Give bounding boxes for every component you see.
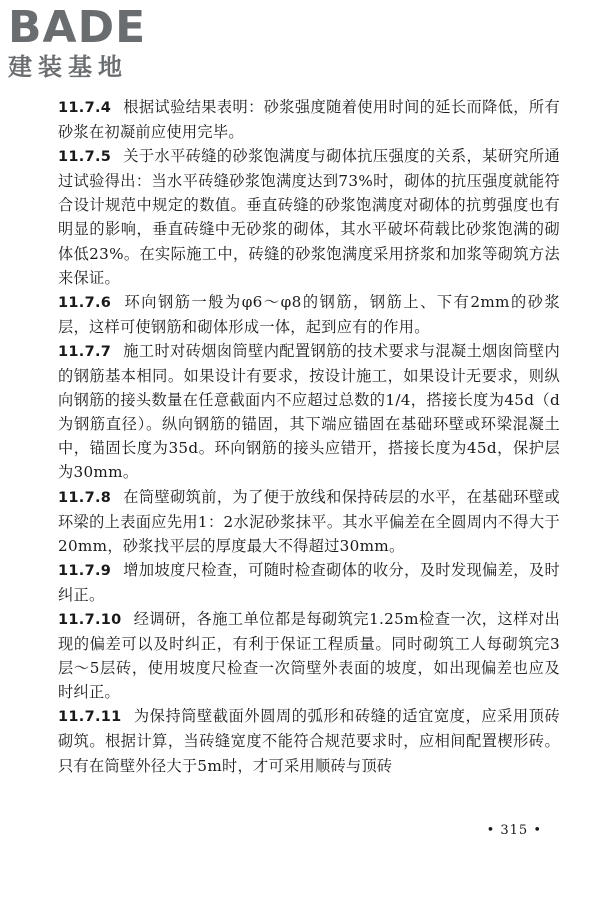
page-number: • 315 • [486,823,542,838]
logo-brand-text: BADE [8,2,147,53]
section-number: 11.7.4 [58,100,112,116]
section-number: 11.7.7 [58,343,112,360]
section-11-7-4 [58,95,560,144]
section-number: 11.7.10 [58,611,122,628]
section-11-7-5 [58,144,560,290]
section-text: 为保持筒壁截面外圆周的弧形和砖缝的适宜宽度，应采用顶砖砌筑。根据计算，当砖缝宽度不能符合规范要求时，应相间配置楔形砖。只有在筒壁外径大于5m时，才可采用顺砖与顶砖 [58,707,560,775]
brand-logo [8,4,208,88]
logo-subtitle: 建装基地 [8,53,128,81]
section-number: 11.7.9 [58,562,112,579]
document-body [58,95,560,778]
section-text: 增加坡度尺检查，可随时检查砌体的收分，及时发现偏差，及时纠正。 [58,560,560,604]
section-text: 关于水平砖缝的砂浆饱满度与砌体抗压强度的关系，某研究所通过试验得出：当水平砖缝砂浆饱满度达到73%时，砌体的抗压强度就能符合设计规范中规定的数值。垂直砖缝的砂浆饱满度对砌体的抗剪强度也有明显的影响，垂直砖缝中无砂浆的砌体，其水平破坏荷载比砂浆饱满的砌体低23%。在实际施工中，砖缝的砂浆饱满度采用挤浆和加浆等砌筑方法来保证。 [58,147,560,287]
section-number: 11.7.6 [58,294,112,311]
section-number: 11.7.11 [58,709,122,726]
section-11-7-8 [58,485,560,558]
section-number: 11.7.8 [58,489,112,506]
section-11-7-9 [58,558,560,607]
section-text: 根据试验结果表明：砂浆强度随着使用时间的延长而降低，所有砂浆在初凝前应使用完毕。 [58,98,560,142]
section-11-7-6 [58,290,560,339]
section-text: 施工时对砖烟囱筒壁内配置钢筋的技术要求与混凝土烟囱筒壁内的钢筋基本相同。如果设计有要求，按设计施工，如果设计无要求，则纵向钢筋的接头数量在任意截面内不应超过总数的1/4，搭接长度为45d（d为钢筋直径）。纵向钢筋的锚固，其下端应锚固在基础环壁或环梁混凝土中，锚固长度为35d。环向钢筋的接头应错开，搭接长度为45d，保护层为30mm。 [58,341,560,482]
section-number: 11.7.5 [58,149,112,166]
section-11-7-7 [58,339,560,485]
section-11-7-10 [58,607,560,704]
section-11-7-11 [58,704,560,777]
section-text: 环向钢筋一般为φ6～φ8的钢筋，钢筋上、下有2mm的砂浆层，这样可使钢筋和砌体形成一体，起到应有的作用。 [58,292,560,336]
section-text: 在筒壁砌筑前，为了便于放线和保持砖层的水平，在基础环壁或环梁的上表面应先用1：2水泥砂浆抹平。其水平偏差在全圆周内不得大于20mm，砂浆找平层的厚度最大不得超过30mm。 [58,487,560,555]
section-text: 经调研，各施工单位都是每砌筑完1.25m检查一次，这样对出现的偏差可以及时纠正，有利于保证工程质量。同时砌筑工人每砌筑完3层～5层砖，使用坡度尺检查一次筒壁外表面的坡度，如出现偏差也应及时纠正。 [58,609,560,702]
